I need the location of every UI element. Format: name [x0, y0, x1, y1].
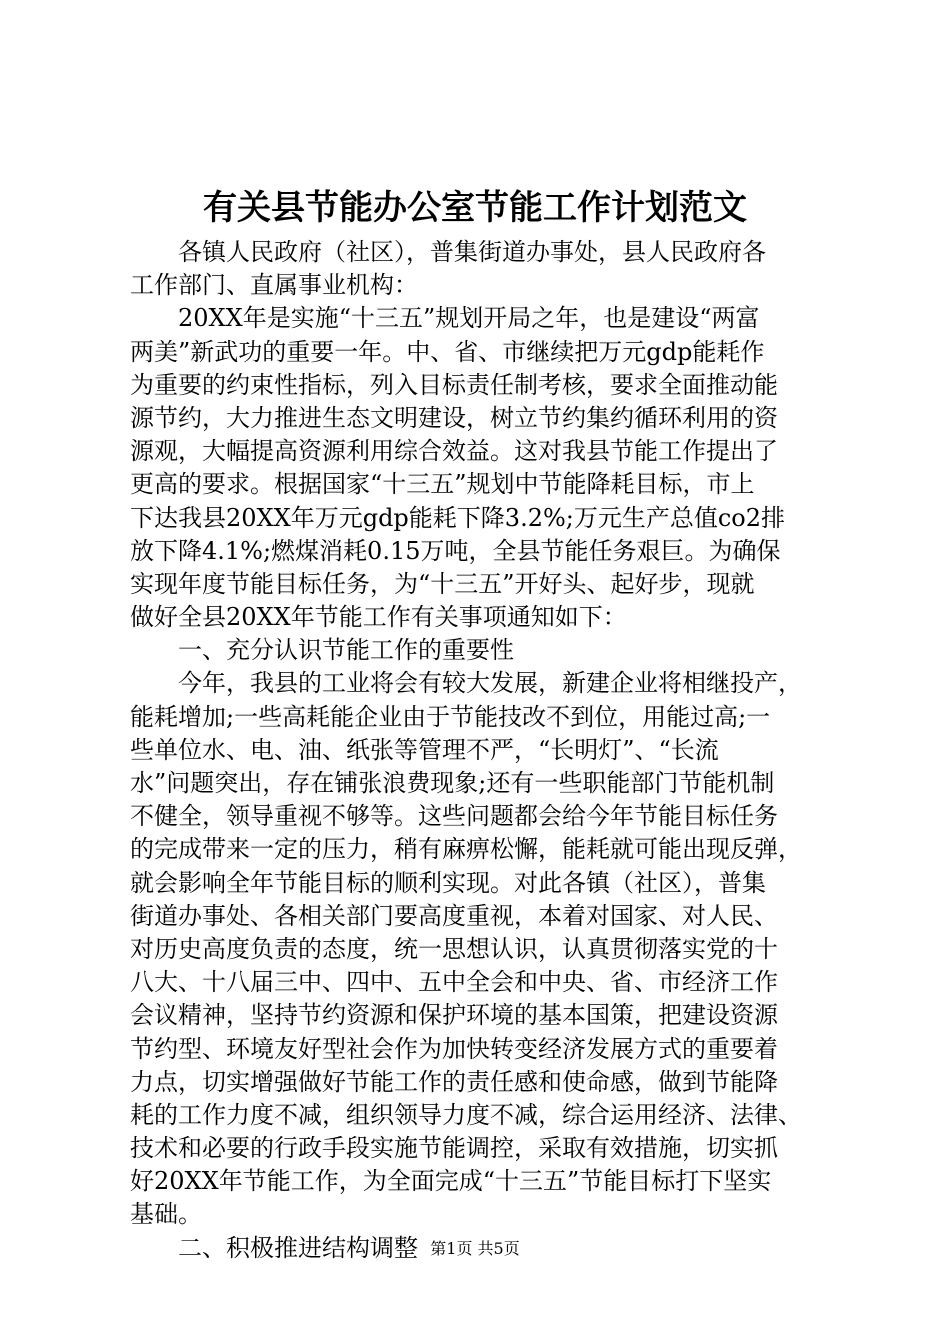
body-line: 放下降4.1%;燃煤消耗0.15万吨，全县节能任务艰巨。为确保 [130, 536, 781, 565]
body-line: 耗的工作力度不减，组织领导力度不减，综合运用经济、法律、 [130, 1100, 802, 1129]
body-line: 八大、十八届三中、四中、五中全会和中央、省、市经济工作 [130, 968, 778, 997]
body-line: 技术和必要的行政手段实施节能调控，采取有效措施，切实抓 [130, 1134, 778, 1163]
section-heading: 一、充分认识节能工作的重要性 [178, 636, 514, 665]
body-line: 为重要的约束性指标，列入目标责任制考核，要求全面推动能 [130, 370, 778, 399]
body-line: 各镇人民政府（社区），普集街道办事处，县人民政府各 [178, 238, 766, 266]
body-line: 20XX年是实施“十三五”规划开局之年，也是建设“两富 [178, 304, 760, 333]
body-line: 源观，大幅提高资源利用综合效益。这对我县节能工作提出了 [130, 437, 778, 466]
page-footer: 第1页 共5页 [430, 1239, 520, 1258]
section-heading: 二、积极推进结构调整 [178, 1233, 418, 1262]
body-line: 不健全，领导重视不够等。这些问题都会给今年节能目标任务 [130, 802, 778, 831]
body-line: 就会影响全年节能目标的顺利实现。对此各镇（社区），普集 [130, 868, 766, 897]
body-line: 源节约，大力推进生态文明建设，树立节约集约循环利用的资 [130, 403, 778, 432]
body-line: 做好全县20XX年节能工作有关事项通知如下： [130, 603, 627, 632]
body-line: 些单位水、电、油、纸张等管理不严，“长明灯”、“长流 [130, 735, 719, 764]
body-line: 力点，切实增强做好节能工作的责任感和使命感，做到节能降 [130, 1067, 778, 1096]
body-line: 实现年度节能目标任务，为“十三五”开好头、起好步，现就 [130, 569, 755, 598]
body-line: 水”问题突出，存在铺张浪费现象;还有一些职能部门节能机制 [130, 769, 775, 797]
body-line: 会议精神，坚持节约资源和保护环境的基本国策，把建设资源 [130, 1001, 778, 1030]
body-line: 基础。 [130, 1200, 202, 1229]
body-line: 街道办事处、各相关部门要高度重视，本着对国家、对人民、 [130, 901, 778, 930]
body-line: 好20XX年节能工作，为全面完成“十三五”节能目标打下坚实 [130, 1167, 772, 1196]
body-line: 的完成带来一定的压力，稍有麻痹松懈，能耗就可能出现反弹， [130, 835, 802, 864]
body-line: 今年，我县的工业将会有较大发展，新建企业将相继投产， [178, 669, 802, 698]
body-line: 两美”新武功的重要一年。中、省、市继续把万元gdp能耗作 [130, 337, 765, 366]
body-line: 对历史高度负责的态度，统一思想认识，认真贯彻落实党的十 [130, 934, 778, 963]
body-line: 下达我县20XX年万元gdp能耗下降3.2%;万元生产总值co2排 [130, 503, 786, 532]
document-body [130, 236, 850, 1265]
body-line: 工作部门、直属事业机构： [130, 271, 418, 300]
body-line: 更高的要求。根据国家“十三五”规划中节能降耗目标，市上 [130, 470, 755, 499]
body-line: 能耗增加;一些高耗能企业由于节能技改不到位，用能过高;一 [130, 702, 771, 731]
body-line: 节约型、环境友好型社会作为加快转变经济发展方式的重要着 [130, 1034, 778, 1063]
document-title: 有关县节能办公室节能工作计划范文 [203, 188, 747, 228]
